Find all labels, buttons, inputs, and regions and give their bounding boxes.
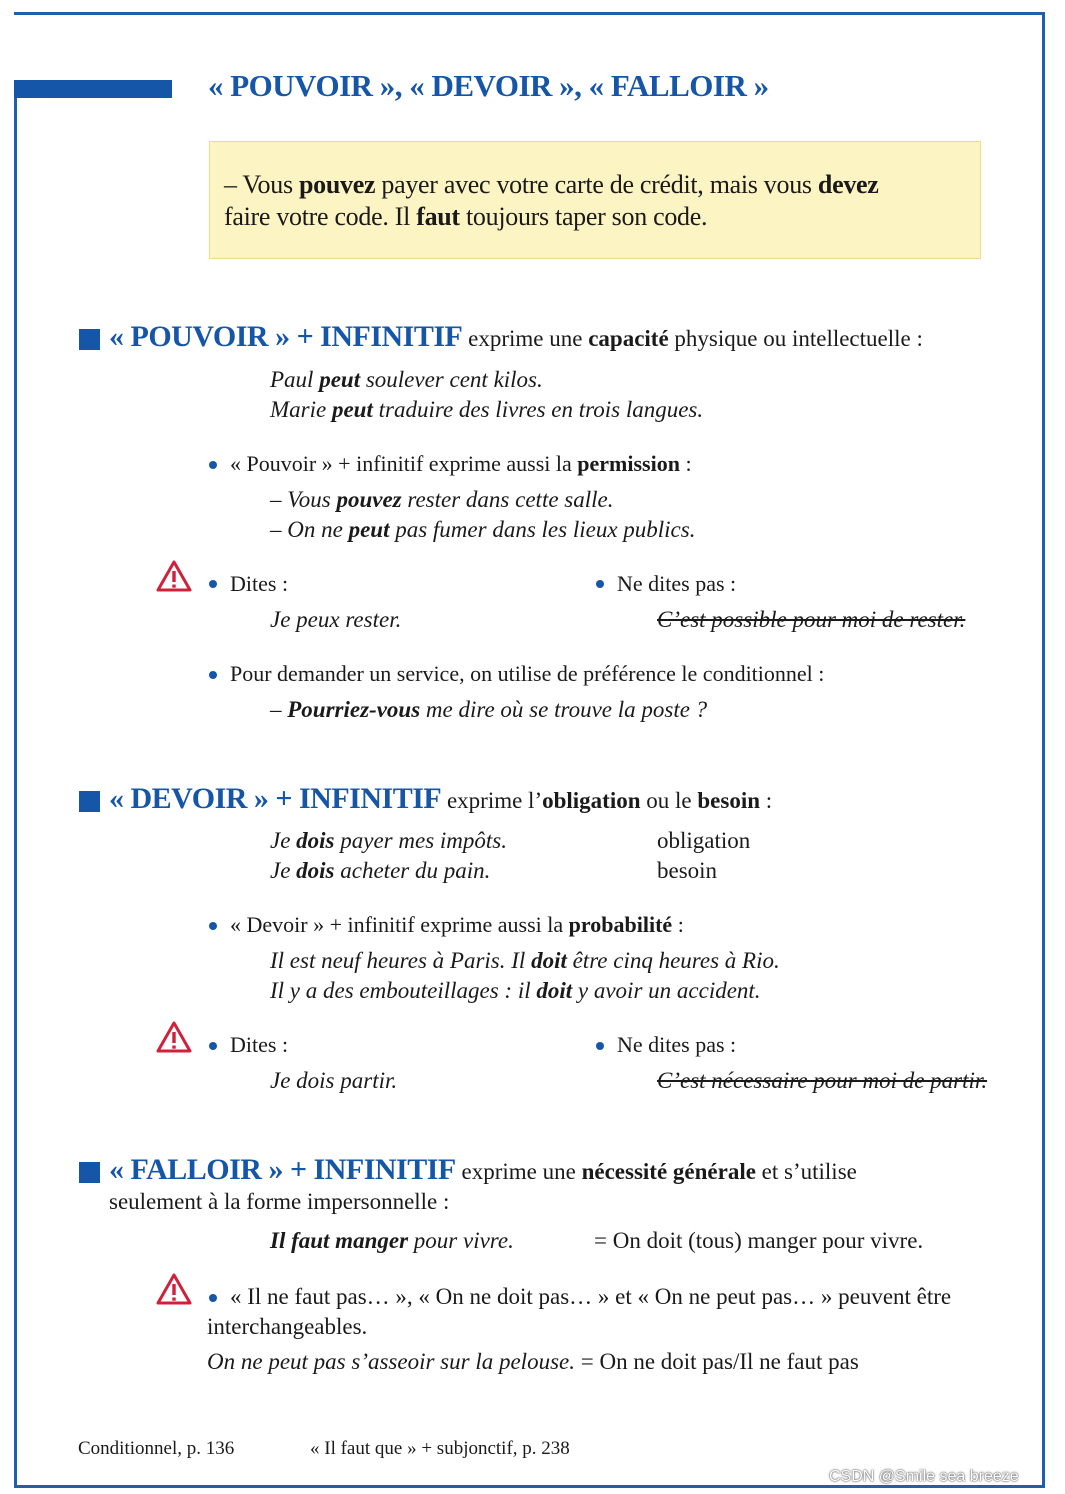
warning-icon (156, 1273, 192, 1305)
devoir-probabilite-rule: « Devoir » + infinitif exprime aussi la probabilité : (230, 912, 684, 937)
bullet (596, 580, 604, 588)
devoir-dites-example: Je dois partir. (270, 1068, 398, 1093)
pouvoir-permission-rule: « Pouvoir » + infinitif exprime aussi la permission : (230, 451, 692, 476)
frame-border-right (1042, 12, 1045, 1488)
bullet (209, 671, 217, 679)
falloir-warning-example: On ne peut pas s’asseoir sur la pelouse. = On ne doit pas/Il ne faut pas (207, 1349, 859, 1374)
falloir-example: Il faut manger pour vivre. (270, 1228, 514, 1253)
pouvoir-dites-example: Je peux rester. (270, 607, 402, 632)
falloir-warning-line-1: « Il ne faut pas… », « On ne doit pas… » et « On ne peut pas… » peuvent être (230, 1284, 952, 1309)
falloir-description-line-2: seulement à la forme impersonnelle : (109, 1189, 450, 1214)
devoir-ne-dites-pas-example: C’est nécessaire pour moi de partir. (657, 1068, 988, 1093)
pouvoir-heading: « POUVOIR » + INFINITIF exprime une capacité physique ou intellectuelle : (109, 320, 923, 353)
pouvoir-service-example: – Pourriez-vous me dire où se trouve la poste ? (270, 697, 708, 722)
pouvoir-dites-label: Dites : (230, 571, 289, 596)
devoir-example-1: Je dois payer mes impôts. (270, 828, 507, 853)
bullet (209, 580, 217, 588)
pouvoir-example-2: Marie peut traduire des livres en trois langues. (270, 397, 704, 422)
section-marker-devoir (79, 791, 100, 812)
warning-icon (156, 560, 192, 592)
section-marker-falloir (79, 1162, 100, 1183)
footer-reference-conditionnel: Conditionnel, p. 136 (78, 1438, 235, 1459)
pouvoir-ne-dites-pas-label: Ne dites pas : (617, 571, 737, 596)
bullet (209, 461, 217, 469)
pouvoir-ne-dites-pas-example: C’est possible pour moi de rester. (657, 607, 966, 632)
falloir-example-equivalent: = On doit (tous) manger pour vivre. (594, 1228, 924, 1253)
frame-border-left (14, 96, 17, 1488)
intro-example-box (209, 141, 981, 259)
intro-line-1: – Vous pouvez payer avec votre carte de crédit, mais vous devez (224, 170, 879, 199)
footer-reference-subjonctif: « Il faut que » + subjonctif, p. 238 (310, 1438, 570, 1459)
devoir-probabilite-example-1: Il est neuf heures à Paris. Il doit être cinq heures à Rio. (270, 948, 780, 973)
bullet (596, 1042, 604, 1050)
bullet (209, 1294, 217, 1302)
watermark-credit: CSDN @Smile sea breeze (829, 1468, 1019, 1485)
pouvoir-example-1: Paul peut soulever cent kilos. (270, 367, 543, 392)
devoir-example-2: Je dois acheter du pain. (270, 858, 491, 883)
section-marker-pouvoir (79, 329, 100, 350)
title-accent-bar (14, 80, 172, 98)
bullet (209, 1042, 217, 1050)
warning-icon (156, 1021, 192, 1053)
bullet (209, 922, 217, 930)
devoir-heading: « DEVOIR » + INFINITIF exprime l’obligation ou le besoin : (109, 782, 773, 815)
devoir-example-1-note: obligation (657, 828, 751, 853)
devoir-example-2-note: besoin (657, 858, 718, 883)
frame-border-top (14, 12, 1045, 15)
falloir-warning-line-2: interchangeables. (207, 1314, 368, 1339)
devoir-ne-dites-pas-label: Ne dites pas : (617, 1032, 737, 1057)
falloir-heading: « FALLOIR » + INFINITIF exprime une nécessité générale et s’utilise (109, 1153, 857, 1186)
pouvoir-permission-example-1: – Vous pouvez rester dans cette salle. (270, 487, 614, 512)
devoir-dites-label: Dites : (230, 1032, 289, 1057)
pouvoir-service-rule: Pour demander un service, on utilise de préférence le conditionnel : (230, 661, 825, 686)
devoir-probabilite-example-2: Il y a des embouteillages : il doit y avoir un accident. (270, 978, 761, 1003)
intro-line-2: faire votre code. Il faut toujours taper son code. (224, 202, 708, 231)
pouvoir-permission-example-2: – On ne peut pas fumer dans les lieux publics. (270, 517, 696, 542)
page-title: « POUVOIR », « DEVOIR », « FALLOIR » (208, 68, 769, 103)
